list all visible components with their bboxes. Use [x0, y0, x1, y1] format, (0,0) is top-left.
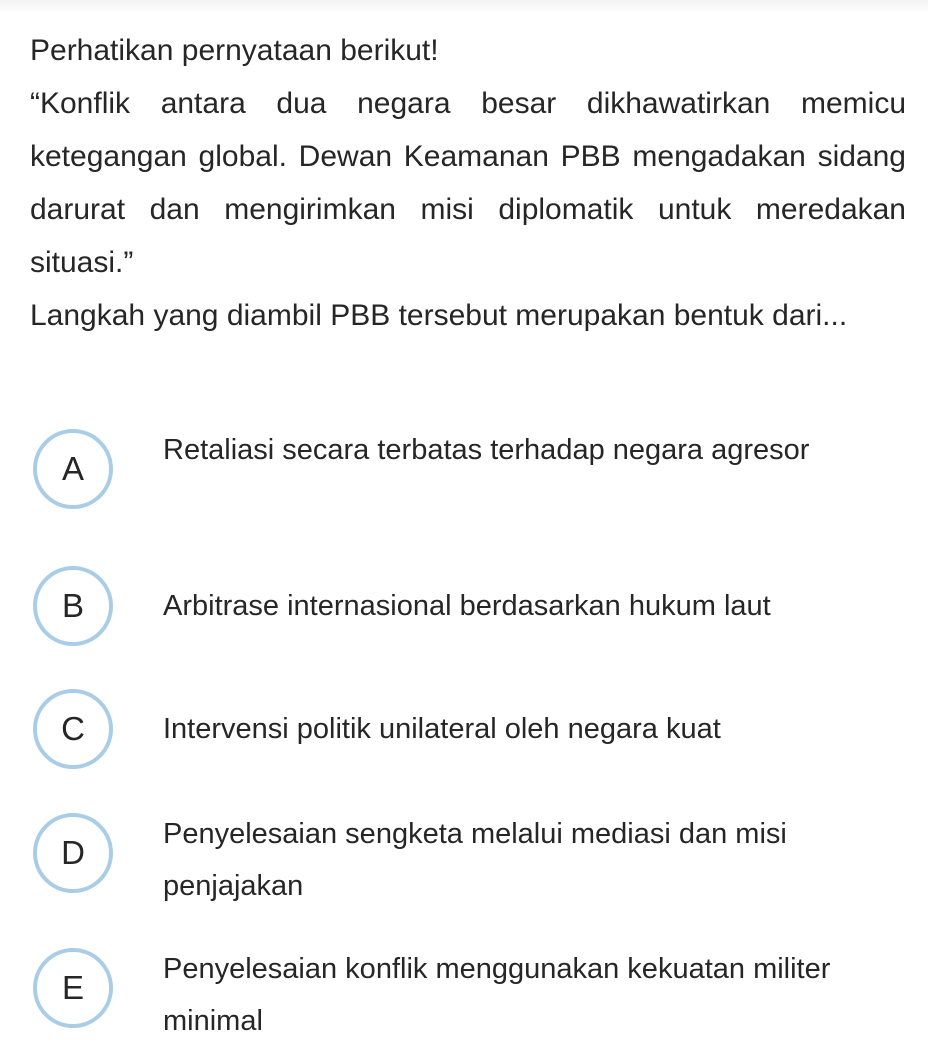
option-e-text: Penyelesaian konflik menggunakan kekuatan militer minimal: [163, 953, 831, 1037]
option-c-text: Intervensi politik unilateral oleh negara kuat: [163, 713, 721, 745]
option-b-circle[interactable]: [33, 566, 113, 646]
question-text: [30, 24, 906, 342]
option-e-circle[interactable]: [33, 948, 113, 1028]
option-d-text: Penyelesaian sengketa melalui mediasi dan misi penjajakan: [163, 818, 787, 902]
option-c-circle[interactable]: [33, 689, 113, 769]
option-e-letter: E: [61, 969, 84, 1006]
option-b-letter: B: [61, 587, 84, 624]
option-a-circle[interactable]: [33, 429, 113, 509]
option-c-letter: C: [61, 710, 85, 747]
option-d-letter: D: [61, 834, 85, 871]
option-d-circle[interactable]: [33, 813, 113, 893]
question-prompt: Langkah yang diambil PBB tersebut merupakan bentuk dari...: [30, 299, 848, 332]
question-quote: “Konflik antara dua negara besar dikhawatirkan memicu ketegangan global. Dewan Keamanan PBB mengadakan sidang darurat dan mengirimkan misi diplomatik untuk meredakan situasi.”: [30, 87, 906, 279]
option-a-text: Retaliasi secara terbatas terhadap negara agresor: [163, 434, 810, 466]
top-shadow: [0, 0, 928, 14]
option-b-text: Arbitrase internasional berdasarkan hukum laut: [163, 590, 771, 622]
question-intro: Perhatikan pernyataan berikut!: [30, 34, 439, 67]
option-a-letter: A: [61, 450, 84, 487]
